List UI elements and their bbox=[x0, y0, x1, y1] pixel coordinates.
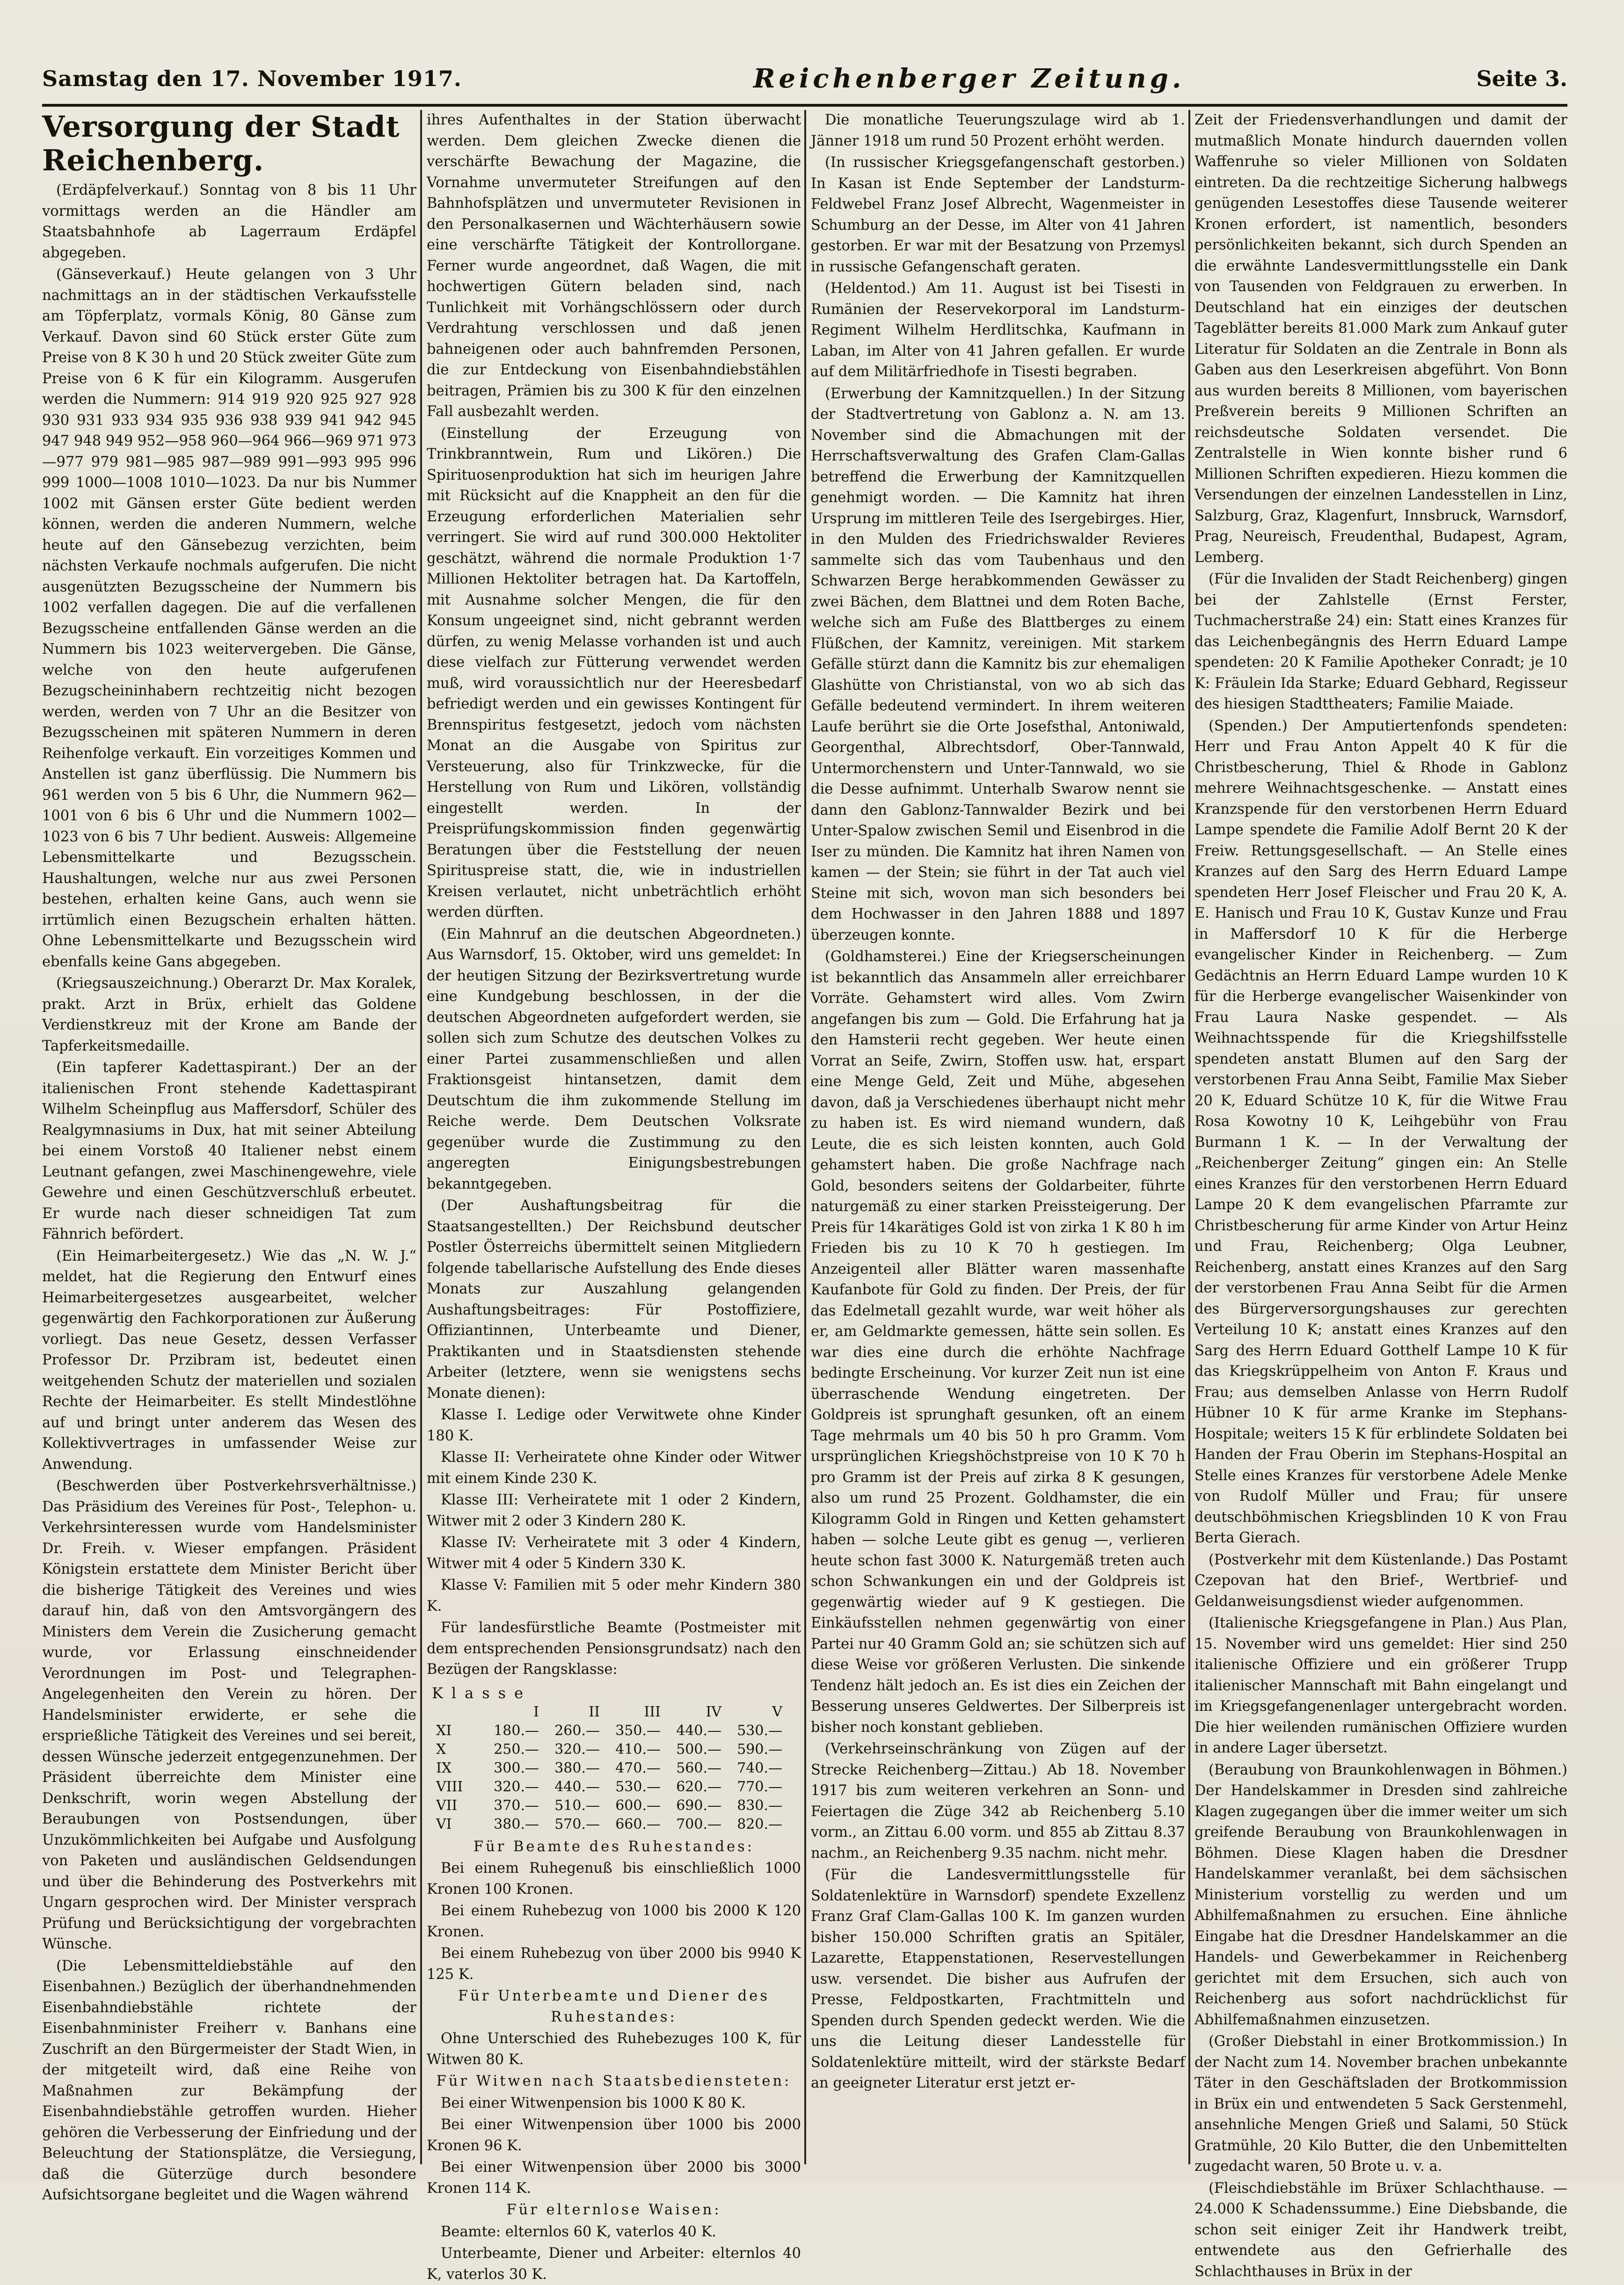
article-coastal-post: (Postverkehr mit dem Küstenlande.) Das Postamt Czepovan hat den Brief-, Wertbrief- und Geldanweisungsdienst wieder aufgenommen. bbox=[1194, 1551, 1567, 1610]
table-cell: 500.— bbox=[676, 1741, 721, 1758]
allowance-widows-3: Bei einer Witwenpension über 2000 bis 3000 Kronen 114 K. bbox=[427, 2159, 801, 2197]
newspaper-name: Reichenberger Zeitung. bbox=[753, 63, 1185, 94]
article-italian-prisoners: (Italienische Kriegsgefangene in Plan.) Aus Plan, 15. November wird uns gemeldet: Hier sind 250 italienische Offiziere und ein größerer Trupp italienischer Mannschaft mit Bahn eingelangt und im Kriegsgefangenenlager untergebracht worden. Die hier weilenden rumänischen Offiziere wurden in andere Lager übersetzt. bbox=[1194, 1615, 1567, 1756]
table-col-header: IV bbox=[706, 1703, 721, 1720]
allowance-retired-3: Bei einem Ruhebezug von über 2000 bis 9940 K 125 K. bbox=[427, 1945, 801, 1983]
table-row bbox=[431, 1759, 787, 1778]
article-goose-sale: (Gänseverkauf.) Heute gelangen von 3 Uhr nachmittags an in der städtischen Verkaufsstelle am Töpferplatz, vormals König, 80 Gänse zum Verkauf. Davon sind 60 Stück erster Güte zum Preise von 8 K 30 h und 20 Stück zweiter Güte zum Preise von 6 K für ein Kilogramm. Ausgerufen werden die Nummern: 914 919 920 925 927 928 930 931 933 934 935 936 938 939 941 942 945 947 948 949 952—958 960—964 966—969 971 973—977 979 981—985 987—989 991—993 995 996 999 1000—1008 1010—1023. Da nur bis Nummer 1002 mit Gänsen erster Güte bedient werden können, werden die anderen Nummern, welche heute auf den Gänsebezug verzichten, beim nächsten Verkaufe nochmals aufgerufen. Die nicht ausgenützten Bezugsscheine der Nummern bis 1002 verfallen dagegen. Die auf die verfallenen Bezugsscheine entfallenden Gänse werden an die Nummern bis 1023 weitervergeben. Die Gänse, welche von den heute aufgerufenen Bezugscheininhabern rechtzeitig nicht bezogen werden, werden von 7 Uhr an die Besitzer von Bezugsscheinen mit späteren Nummern in deren Reihenfolge verkauft. Ein vorzeitiges Kommen und Anstellen ist ganz überflüssig. Die Nummern bis 961 werden von 5 bis 6 Uhr, die Nummern 962—1001 von 6 bis 6 Uhr und die Nummern 1002—1023 von 6 bis 7 Uhr bedient. Ausweis: Allgemeine Lebensmittelkarte und Bezugsschein. Haushaltungen, welche nur aus zwei Personen bestehen, erhalten keine Gans, auch wenn sie irrtümlich einen Bezugschein erhalten hätten. Ohne Lebensmittelkarte und Bezugsschein wird ebenfalls keine Gans abgegeben. bbox=[42, 266, 416, 970]
table-row bbox=[431, 1815, 787, 1834]
table-cell: IX bbox=[436, 1759, 452, 1776]
table-row bbox=[431, 1722, 787, 1740]
column-1 bbox=[42, 110, 416, 2203]
table-cell: 530.— bbox=[615, 1778, 661, 1795]
table-cell: 470.— bbox=[615, 1759, 661, 1776]
masthead bbox=[42, 56, 1567, 101]
table-cell: 250.— bbox=[494, 1741, 539, 1758]
allowance-officials: Für landesfürstliche Beamte (Postmeister mit dem entsprechenden Pensionsgrundsatz) nach den Bezügen der Rangsklasse: bbox=[427, 1620, 801, 1678]
article-invalids: (Für die Invaliden der Stadt Reichenberg) gingen bei der Zahlstelle (Ernst Ferster, Tuchmacherstraße 24) ein: Statt eines Kranzes für das Leichenbegängnis des Herrn Eduard Lampe spendeten: 20 K Familie Apotheker Conradt; je 10 K: Fräulein Ida Starke; Eduard Gebhard, Regisseur des hiesigen Stadttheaters; Familie Maiade. bbox=[1194, 571, 1567, 712]
page-number: Seite 3. bbox=[1476, 66, 1567, 91]
table-col-header: V bbox=[772, 1703, 782, 1720]
table-cell: 440.— bbox=[676, 1722, 721, 1739]
allowance-orphans-2: Unterbeamte, Diener und Arbeiter: elternlos 40 K, vaterlos 30 K. bbox=[427, 2245, 801, 2283]
article-state-allowance: (Der Aushaftungsbeitrag für die Staatsangestellten.) Der Reichsbund deutscher Postler Österreichs übermittelt seinen Mitgliedern folgende tabellarische Aufstellung des Ende dieses Monats zur Auszahlung gelangenden Aushaftungsbeitrages: Für Postoffiziere, Offiziantinnen, Unterbeamte und Diener, Praktikanten und in Staatsdiensten stehende Arbeiter (letztere, wenn sie wenigstens sechs Monate dienen): bbox=[427, 1197, 801, 1402]
article-cadet: (Ein tapferer Kadettaspirant.) Der an der italienischen Front stehende Kadettaspirant Wilhelm Scheinpflug aus Maffersdorf, Schüler des Realgymnasiums in Dux, hat mit seiner Abteilung bei einem Vorstoß 40 Italiener nebst einem Leutnant gefangen, zwei Maschinengewehre, viele Gewehre und einen Geschützverschluß erbeutet. Er wurde nach dieser schneidigen Tat zum Fähnrich befördert. bbox=[42, 1059, 416, 1242]
allowance-class-4: Klasse IV: Verheiratete mit 3 oder 4 Kindern, Witwer mit 4 oder 5 Kindern 330 K. bbox=[427, 1534, 801, 1572]
article-war-decoration: (Kriegsauszeichnung.) Oberarzt Dr. Max Koralek, prakt. Arzt in Brüx, erhielt das Goldene Verdienstkreuz mit der Krone am Bande der Tapferkeitsmedaille. bbox=[42, 975, 416, 1054]
allowance-widows-2: Bei einer Witwenpension über 1000 bis 2000 Kronen 96 K. bbox=[427, 2117, 801, 2154]
table-cell: 530.— bbox=[737, 1722, 782, 1739]
table-cell: 820.— bbox=[737, 1816, 782, 1832]
table-cell: 600.— bbox=[615, 1797, 661, 1814]
table-col-header: II bbox=[589, 1703, 600, 1720]
table-cell: 740.— bbox=[737, 1759, 782, 1776]
article-railway-thefts-cont: ihres Aufenthaltes in der Station überwacht werden. Dem gleichen Zwecke dienen die verschärfte Bewachung der Magazine, die Vornahme unvermuteter Streifungen auf den Bahnhofsplätzen und unvermuteter Revisionen in den Personalkasernen und Wächterhäusern sowie eine verschärfte Tätigkeit der Kontrollorgane. Ferner wurde angeordnet, daß Wagen, die mit hochwertigen Gütern beladen sind, nach Tunlichkeit mit Vorhängschlössern oder durch Verdrahtung verschlossen und daß jenen bahneigenen oder auch bahnfremden Personen, die zur Entdeckung von Eisenbahndiebstählen beitragen, Prämien bis zu 300 K für den einzelnen Fall ausbezahlt werden. bbox=[427, 112, 801, 420]
article-soldier-literature-cont: Zeit der Friedensverhandlungen und damit der mutmaßlich Monate hindurch dauernden vollen Waffenruhe so vieler Millionen von Soldaten eintreten. Da die rechtzeitige Sicherung halbwegs genügenden Lesestoffes diese Tausende weiterer Kronen erfordert, ist namentlich, besonders persönlichkeiten bekannt, sich durch Spenden an die erwähnte Landesvermittlungsstelle ein Dank von Tausenden von Feldgrauen zu erwerben. In Deutschland hat ein einziges der deutschen Tageblätter bereits 81.000 Mark zum Ankauf guter Literatur für Soldaten an die Zentrale in Bonn als Gaben aus den Leserkreisen abgeführt. Von Bonn aus wurden bereits 8 Millionen, vom bayerischen Preßverein bereits 9 Millionen Schriften an reichsdeutsche Soldaten versendet. Die Zentralstelle in Wien konnte bisher rund 6 Millionen Schriften expedieren. Hiezu kommen die Versendungen der einzelnen Landesstellen in Linz, Salzburg, Graz, Klagenfurt, Innsbruck, Warnsdorf, Prag, Neureisch, Freudenthal, Budapest, Agram, Lemberg. bbox=[1194, 112, 1567, 566]
table-cell: 350.— bbox=[615, 1722, 661, 1739]
subheading-retired-officials: Für Beamte des Ruhestandes: bbox=[473, 1838, 755, 1855]
article-heroic-death: (Heldentod.) Am 11. August ist bei Tisesti in Rumänien der Reservekorporal im Landsturm-Regiment Wilhelm Herdlitschka, Kaufmann in Laban, im Alter von 41 Jahren gefallen. Er wurde auf dem Militärfriedhofe in Tisesti begraben. bbox=[811, 280, 1185, 380]
table-cell: 440.— bbox=[554, 1778, 600, 1795]
column-divider bbox=[1188, 110, 1190, 2164]
article-spirits: (Einstellung der Erzeugung von Trinkbranntwein, Rum und Likören.) Die Spirituosenproduktion hat sich im heurigen Jahre mit Rücksicht auf die Knappheit an den für die Erzeugung erforderlichen Materialien sehr verringert. Sie wird auf rund 300.000 Hektoliter geschätzt, während die normale Produktion 1·7 Millionen Hektoliter betragen hat. Da Kartoffeln, mit Ausnahme solcher Mengen, die für den Konsum ungeeignet sind, nicht gebrannt werden dürfen, zu wenig Melasse vorhanden ist und auch diese vielfach zur Fütterung verwendet werden muß, wird voraussichtlich nur der Heeresbedarf befriedigt werden und ein gewisses Kontingent für Brennspiritus festgesetzt, jedoch vom nächsten Monat an die Ausgabe von Spiritus zur Versteuerung, also für Trinkzwecke, für die Herstellung von Rum und Likören, vollständig eingestellt werden. In der Preisprüfungskommission finden gegenwärtig Beratungen über die Feststellung der neuen Spirituspreise statt, die, wie in industriellen Kreisen verlautet, nicht unbeträchtlich erhöht werden dürften. bbox=[427, 425, 801, 920]
section-heading: Versorgung der Stadt Reichenberg. bbox=[42, 110, 400, 177]
table-row bbox=[431, 1778, 787, 1796]
table-cell: VI bbox=[436, 1816, 452, 1832]
article-kamnitz-springs: (Erwerbung der Kamnitzquellen.) In der Sitzung der Stadtvertretung von Gablonz a. N. am 13. November sind die Abmachungen mit der Herrschaftsverwaltung des Grafen Clam-Gallas betreffend die Erwerbung der Kamnitzquellen genehmigt worden. — Die Kamnitz hat ihren Ursprung im mittleren Teile des Isergebirges. Hier, in den Mulden des Friedrichswalder Revieres sammelte sich das vom Taubenhaus und den Schwarzen Berge herabkommenden Gewässer zu zwei Bächen, dem Blattnei und dem Roten Bache, welche sich am Fuße des Blattberges zu einem Flüßchen, der Kamnitz, vereinigen. Mit starkem Gefälle stürzt dann die Kamnitz bis zur ehemaligen Glashütte von Christianstal, von wo ab sich das Gefälle bedeutend vermindert. In ihrem weiteren Laufe berührt sie die Orte Josefsthal, Antoniwald, Georgenthal, Albrechtsdorf, Ober-Tannwald, Untermorchenstern und Unter-Tannwald, wo sie die Desse aufnimmt. Unterhalb Swarow nennt sie dann den Gablonz-Tannwalder Bezirk und bei Unter-Spalow zwischen Semil und Eisenbrod in die Iser zu münden. Die Kamnitz hat ihren Namen von kamen — der Stein; sie führt in der Tat auch viel Steine mit sich, wovon man sich besonders bei dem Hochwasser in den Jahren 1888 und 1897 überzeugen konnte. bbox=[811, 385, 1185, 943]
table-cell: 380.— bbox=[554, 1759, 600, 1776]
article-donations: (Spenden.) Der Amputiertenfonds spendeten: Herr und Frau Anton Appelt 40 K für die Christbescherung, Thiel & Rhode in Gablonz mehrere Weihnachtsgeschenke. — Anstatt eines Kranzspende für den verstorbenen Herrn Eduard Lampe spendete die Familie Adolf Bernt 20 K der Freiw. Rettungsgesellschaft. — An Stelle eines Kranzes auf den Sarg des Herrn Eduard Lampe spendeten Herr Josef Fleischer und Frau 20 K, A. E. Hanisch und Frau 10 K, Gustav Kunze und Frau in Maffersdorf 10 K für die Herberge evangelischer Kinder in Reichenberg. — Zum Gedächtnis an Herrn Eduard Lampe wurden 10 K für die Herberge evangelischer Waisenkinder von Frau Laura Naske gespendet. — Als Weihnachtsspende für die Kriegshilfsstelle spendeten anstatt Blumen auf den Sarg der verstorbenen Frau Anna Seibt, Familie Max Sieber 20 K, Eduard Schütze 10 K, für die Witwe Frau Rosa Kowotny 10 K, Leihgebühr von Frau Burmann 1 K. — In der Verwaltung der „Reichenberger Zeitung“ gingen ein: An Stelle eines Kranzes für den verstorbenen Herrn Eduard Lampe 20 K dem evangelischen Pfarramte zur Christbescherung für arme Kinder von Artur Heinz und Frau, Reichenberg; Olga Leubner, Reichenberg, anstatt eines Kranzes auf den Sarg der verstorbenen Frau Anna Seibt für die Armen des Bürgerversorgungshauses zur gerechten Verteilung 10 K; anstatt eines Kranzes auf den Sarg des Herrn Eduard Gotthelf Lampe 10 K für das Kriegskrüppelheim von Anton F. Kraus und Frau; aus demselben Anlasse von Herrn Rudolf Hübner 10 K für arme Kranke im Stephans-Hospitale; weiters 15 K für erblindete Soldaten bei Handen der Frau Oberin im Stephans-Hospital an Stelle eines Kranzes für verstorbene Adele Menke von Rudolf Müller und Frau; für unsere deutschböhmischen Kriegsblinden 10 K von Frau Berta Gierach. bbox=[1194, 717, 1567, 1546]
table-cell: 320.— bbox=[494, 1778, 539, 1795]
table-row bbox=[431, 1740, 787, 1759]
table-cell: 560.— bbox=[676, 1759, 721, 1776]
table-row bbox=[431, 1796, 787, 1815]
allowance-class-2: Klasse II: Verheiratete ohne Kinder oder Witwer mit einem Kinde 230 K. bbox=[427, 1449, 801, 1487]
table-cell: VIII bbox=[436, 1778, 463, 1795]
table-cell: 510.— bbox=[554, 1797, 600, 1814]
table-col-header: I bbox=[533, 1703, 539, 1720]
masthead-rule bbox=[42, 104, 1567, 107]
article-railway-thefts: (Die Lebensmitteldiebstähle auf den Eisenbahnen.) Bezüglich der überhandnehmenden Eisenbahndiebstähle richtete der Eisenbahnminister Freiherr v. Banhans eine Zuschrift an den Bürgermeister der Stadt Wien, in der mitgeteilt wird, daß eine Reihe von Maßnahmen zur Bekämpfung der Eisenbahndiebstähle getroffen wurden. Hieher gehören die Verbesserung der Einfriedung und der Beleuchtung der Stationsplätze, die Versiegung, daß die Güterzüge durch besondere Aufsichtsorgane begleitet und die Wagen während bbox=[42, 1957, 416, 2203]
table-cell: 410.— bbox=[615, 1741, 661, 1758]
allowance-orphans-1: Beamte: elternlos 60 K, vaterlos 40 K. bbox=[441, 2223, 717, 2240]
table-cell: 570.— bbox=[554, 1816, 600, 1832]
table-cell: 380.— bbox=[494, 1816, 539, 1832]
article-postal-complaints: (Beschwerden über Postverkehrsverhältnisse.) Das Präsidium des Vereines für Post-, Telephon- u. Verkehrsinteressen wurde vom Handelsminister Dr. Freih. v. Wieser empfangen. Präsident Königstein erstattete dem Minister Bericht über die bisherige Tätigkeit des Vereines und wies darauf hin, daß von den Amtsvorgängern des Ministers dem Verein die Zusicherung gemacht wurde, vor Erlassung einschneidender Verordnungen im Post- und Telegraphen-Angelegenheiten den Verein zu hören. Der Handelsminister erwiderte, er sehe die ersprießliche Tätigkeit des Vereines und sei bereit, dessen Wünsche jederzeit entgegenzunehmen. Der Präsident überreichte dem Minister eine Denkschrift, worin wegen Abstellung der Beraubungen von Postsendungen, über Unzukömmlichkeiten bei Aufgabe und Ausfolgung von Paketen und ausländischen Geldsendungen und über die Behinderung des Postverkehrs mit Ungarn gesprochen wird. Der Minister versprach Prüfung und Berücksichtigung der vorgebrachten Wünsche. bbox=[42, 1478, 416, 1952]
article-potato-sale: (Erdäpfelverkauf.) Sonntag von 8 bis 11 Uhr vormittags werden an die Händler am Staatsbahnhofe ab Lagerraum Erdäpfel abgegeben. bbox=[42, 182, 416, 261]
allowance-class-5: Klasse V: Familien mit 5 oder mehr Kindern 380 K. bbox=[427, 1577, 801, 1614]
allowance-retired-1: Bei einem Ruhegenuß bis einschließlich 1000 Kronen 100 Kronen. bbox=[427, 1860, 801, 1898]
allowance-widows-1: Bei einer Witwenpension bis 1000 K 80 K. bbox=[441, 2095, 746, 2111]
article-meat-theft: (Fleischdiebstähle im Brüxer Schlachthause. — 24.000 K Schadenssumme.) Eine Diebsbande, die schon seit einiger Zeit ihr Handwerk treibt, entwendete aus den Gefrierhalle des Schlachthauses in Brüx in der bbox=[1194, 2180, 1567, 2280]
article-gold-hoarding: (Goldhamsterei.) Eine der Kriegserscheinungen ist bekanntlich das Ansammeln aller erreichbarer Vorräte. Gehamstert wird alles. Vom Zwirn angefangen bis zum — Gold. Die Erfahrung hat ja den Hamsterii recht gegeben. Wer heute einen Vorrat an Seife, Zwirn, Stoffen usw. hat, erspart eine Menge Geld, Zeit und Mühe, abgesehen davon, daß ja Verschiedenes überhaupt nicht mehr zu haben ist. Es wird niemand wundern, daß Leute, die es sich leisten konnten, auch Gold gehamstert haben. Die große Nachfrage nach Gold, besonders seitens der Goldarbeiter, führte naturgemäß zu einer starken Preissteigerung. Der Preis für 14karätiges Gold ist von zirka 1 K 80 h im Frieden bis zu 10 K 70 h gestiegen. Im Anzeigenteil aller Blätter waren massenhafte Kaufanbote für Gold zu finden. Der Preis, der für das Edelmetall gezahlt wurde, war weit höher als er, am Geldmarkte gemessen, hätte sein sollen. Es war dies eine durch die erhöhte Nachfrage bedingte Erscheinung. Vor kurzer Zeit nun ist eine überraschende Wendung eingetreten. Der Goldpreis ist sprunghaft gesunken, oft an einem Tage mehrmals um 40 bis 50 h pro Gramm. Vom ursprünglichen Kriegshöchstpreise von 10 K 70 h pro Gramm ist der Preis auf zirka 8 K gesungen, also um rund 25 Prozent. Goldhamster, die ein Kilogramm Gold in Ringen und Ketten gehamstert haben — solche Leute gibt es genug —, verlieren heute schon fast 3000 K. Naturgemäß treten auch schon Schwankungen ein und der Goldpreis ist gegenwärtig wieder auf 9 K gestiegen. Die Einkäufsstellen nehmen gegenwärtig von einer Partei nur 40 Gramm Gold an; sie schützen sich auf diese Weise vor größeren Verlusten. Die sinkende Tendenz hält jedoch an. Es ist dies ein Zeichen der Besserung unseres Geldwertes. Der Silberpreis ist bisher noch konstant geblieben. bbox=[811, 949, 1185, 1736]
subheading-widows: Für Witwen nach Staatsbediensteten: bbox=[436, 2073, 792, 2089]
article-train-restriction: (Verkehrseinschränkung von Zügen auf der Strecke Reichenberg—Zittau.) Ab 18. November 1917 bis zum weiteren verkehren an Sonn- und Feiertagen die Züge 342 ab Reichenberg 5.10 vorm., an Zittau 6.00 vorm. und 855 ab Zittau 8.37 nachm., an Reichenberg 9.35 nachm. nicht mehr. bbox=[811, 1741, 1185, 1862]
column-2 bbox=[427, 110, 801, 2283]
article-warnsdorf-appeal: (Ein Mahnruf an die deutschen Abgeordneten.) Aus Warnsdorf, 15. Oktober, wird uns gemeldet: In der heutigen Sitzung der Bezirksvertretung wurde eine Kundgebung beschlossen, in der die deutschen Abgeordneten aufgefordert werden, sie sollen sich zum Schutze des deutschen Volkes zu einer Partei zusammenschließen und allen Fraktionsgeist hintansetzen, damit dem Deutschtum die ihm zukommende Stellung im Reiche werde. Dem Deutschen Volksrate gegenüber wurde die Zustimmung zu den angeregten Einigungsbestrebungen bekanntgegeben. bbox=[427, 926, 801, 1192]
article-coal-wagon-theft: (Beraubung von Braunkohlenwagen in Böhmen.) Der Handelskammer in Dresden sind zahlreiche Klagen zugegangen über die immer weiter um sich greifende Beraubung von Braunkohlenwagen in Böhmen. Diese Klagen haben die Dresdner Handelskammer veranlaßt, bei dem sächsischen Ministerium vorstellig zu werden und um Abhilfemaßnahmen zu ersuchen. Eine ähnliche Eingabe hat die Dresdner Handelskammer an die Handels- und Gewerbekammer in Reichenberg gerichtet mit dem Ersuchen, sich auch von Reichenberg aus sofort nachdrücklichst für Abhilfemaßnahmen einzusetzen. bbox=[1194, 1761, 1567, 2028]
column-divider bbox=[804, 110, 806, 2164]
table-cell: 370.— bbox=[494, 1797, 539, 1814]
article-cost-of-living-bonus: Die monatliche Teuerungszulage wird ab 1. Jänner 1918 um rund 50 Prozent erhöht werden. bbox=[811, 112, 1185, 149]
article-died-in-captivity: (In russischer Kriegsgefangenschaft gestorben.) In Kasan ist Ende September der Landsturm-Feldwebel Franz Josef Albrecht, Wagenmeister in Schumburg an der Desse, im Alter von 41 Jahren gestorben. Er war mit der Besatzung von Przemysl in russische Gefangenschaft geraten. bbox=[811, 154, 1185, 275]
table-cell: 180.— bbox=[494, 1722, 539, 1739]
article-soldier-literature: (Für die Landesvermittlungsstelle für Soldatenlektüre in Warnsdorf) spendete Exzellenz Franz Graf Clam-Gallas 100 K. Im ganzen wurden bisher 150.000 Schriften gratis an Spitäler, Lazarette, Etappenstationen, Reservestellungen usw. versendet. Die bisher aus Aufrufen der Presse, Feldpostkarten, Frachtmitteln und Spenden durch Spenden gedeckt werden. Wie die uns die Leitung dieser Landesstelle für Soldatenlektüre mitteilt, wird der stärkste Bedarf an geeigneter Literatur erst jetzt er- bbox=[811, 1867, 1185, 2091]
table-cell: 320.— bbox=[554, 1741, 600, 1758]
table-cell: VII bbox=[436, 1797, 458, 1814]
table-col-header: III bbox=[644, 1703, 661, 1720]
allowance-retired-2: Bei einem Ruhebezug von 1000 bis 2000 K 120 Kronen. bbox=[427, 1903, 801, 1940]
allowance-table bbox=[431, 1683, 787, 1834]
table-cell: 700.— bbox=[676, 1816, 721, 1832]
allowance-class-3: Klasse III: Verheiratete mit 1 oder 2 Kindern, Witwer mit 2 oder 3 Kindern 280 K. bbox=[427, 1492, 801, 1529]
table-cell: XI bbox=[436, 1722, 452, 1739]
allowance-table-title: Klasse bbox=[432, 1684, 532, 1702]
table-cell: 300.— bbox=[494, 1759, 539, 1776]
allowance-retired-servants: Ohne Unterschied des Ruhebezuges 100 K, für Witwen 80 K. bbox=[427, 2030, 801, 2068]
table-cell: X bbox=[436, 1741, 446, 1758]
article-bread-commission-theft: (Großer Diebstahl in einer Brotkommission.) In der Nacht zum 14. November brachen unbekannte Täter in den Geschäftsladen der Brotkommission in Brüx ein und entwendeten 5 Sack Gerstenmehl, ansehnliche Mengen Grieß und Salami, 50 Stück Gratmühle, 20 Kilo Butter, die den Unbemittelten zugedacht waren, 50 Brote u. v. a. bbox=[1194, 2033, 1567, 2175]
column-4 bbox=[1194, 110, 1567, 2280]
subheading-retired-servants: Für Unterbeamte und Diener des Ruhestandes: bbox=[458, 1988, 770, 2025]
table-cell: 690.— bbox=[676, 1797, 721, 1814]
table-cell: 660.— bbox=[615, 1816, 661, 1832]
subheading-orphans: Für elternlose Waisen: bbox=[506, 2202, 721, 2218]
allowance-class-1: Klasse I. Ledige oder Verwitwete ohne Kinder 180 K. bbox=[427, 1407, 801, 1444]
table-cell: 830.— bbox=[737, 1797, 782, 1814]
table-cell: 260.— bbox=[554, 1722, 600, 1739]
table-cell: 620.— bbox=[676, 1778, 721, 1795]
issue-date: Samstag den 17. November 1917. bbox=[42, 66, 462, 91]
column-divider bbox=[420, 110, 422, 2164]
table-cell: 770.— bbox=[737, 1778, 782, 1795]
table-cell: 590.— bbox=[737, 1741, 782, 1758]
column-3 bbox=[811, 110, 1185, 2164]
article-homework-law: (Ein Heimarbeitergesetz.) Wie das „N. W. J.“ meldet, hat die Regierung den Entwurf eines Heimarbeitergesetzes ausgearbeitet, welcher gegenwärtig den Fachkorporationen zur Äußerung vorliegt. Das neue Gesetz, dessen Verfasser Professor Dr. Przibram ist, bedeutet einen weitgehenden Schutz der materiellen und sozialen Rechte der Heimarbeiter. Es stellt Mindestlöhne auf und bringt unter anderem das Wesen des Kollektivvertrages in umfassender Weise zur Anwendung. bbox=[42, 1248, 416, 1473]
